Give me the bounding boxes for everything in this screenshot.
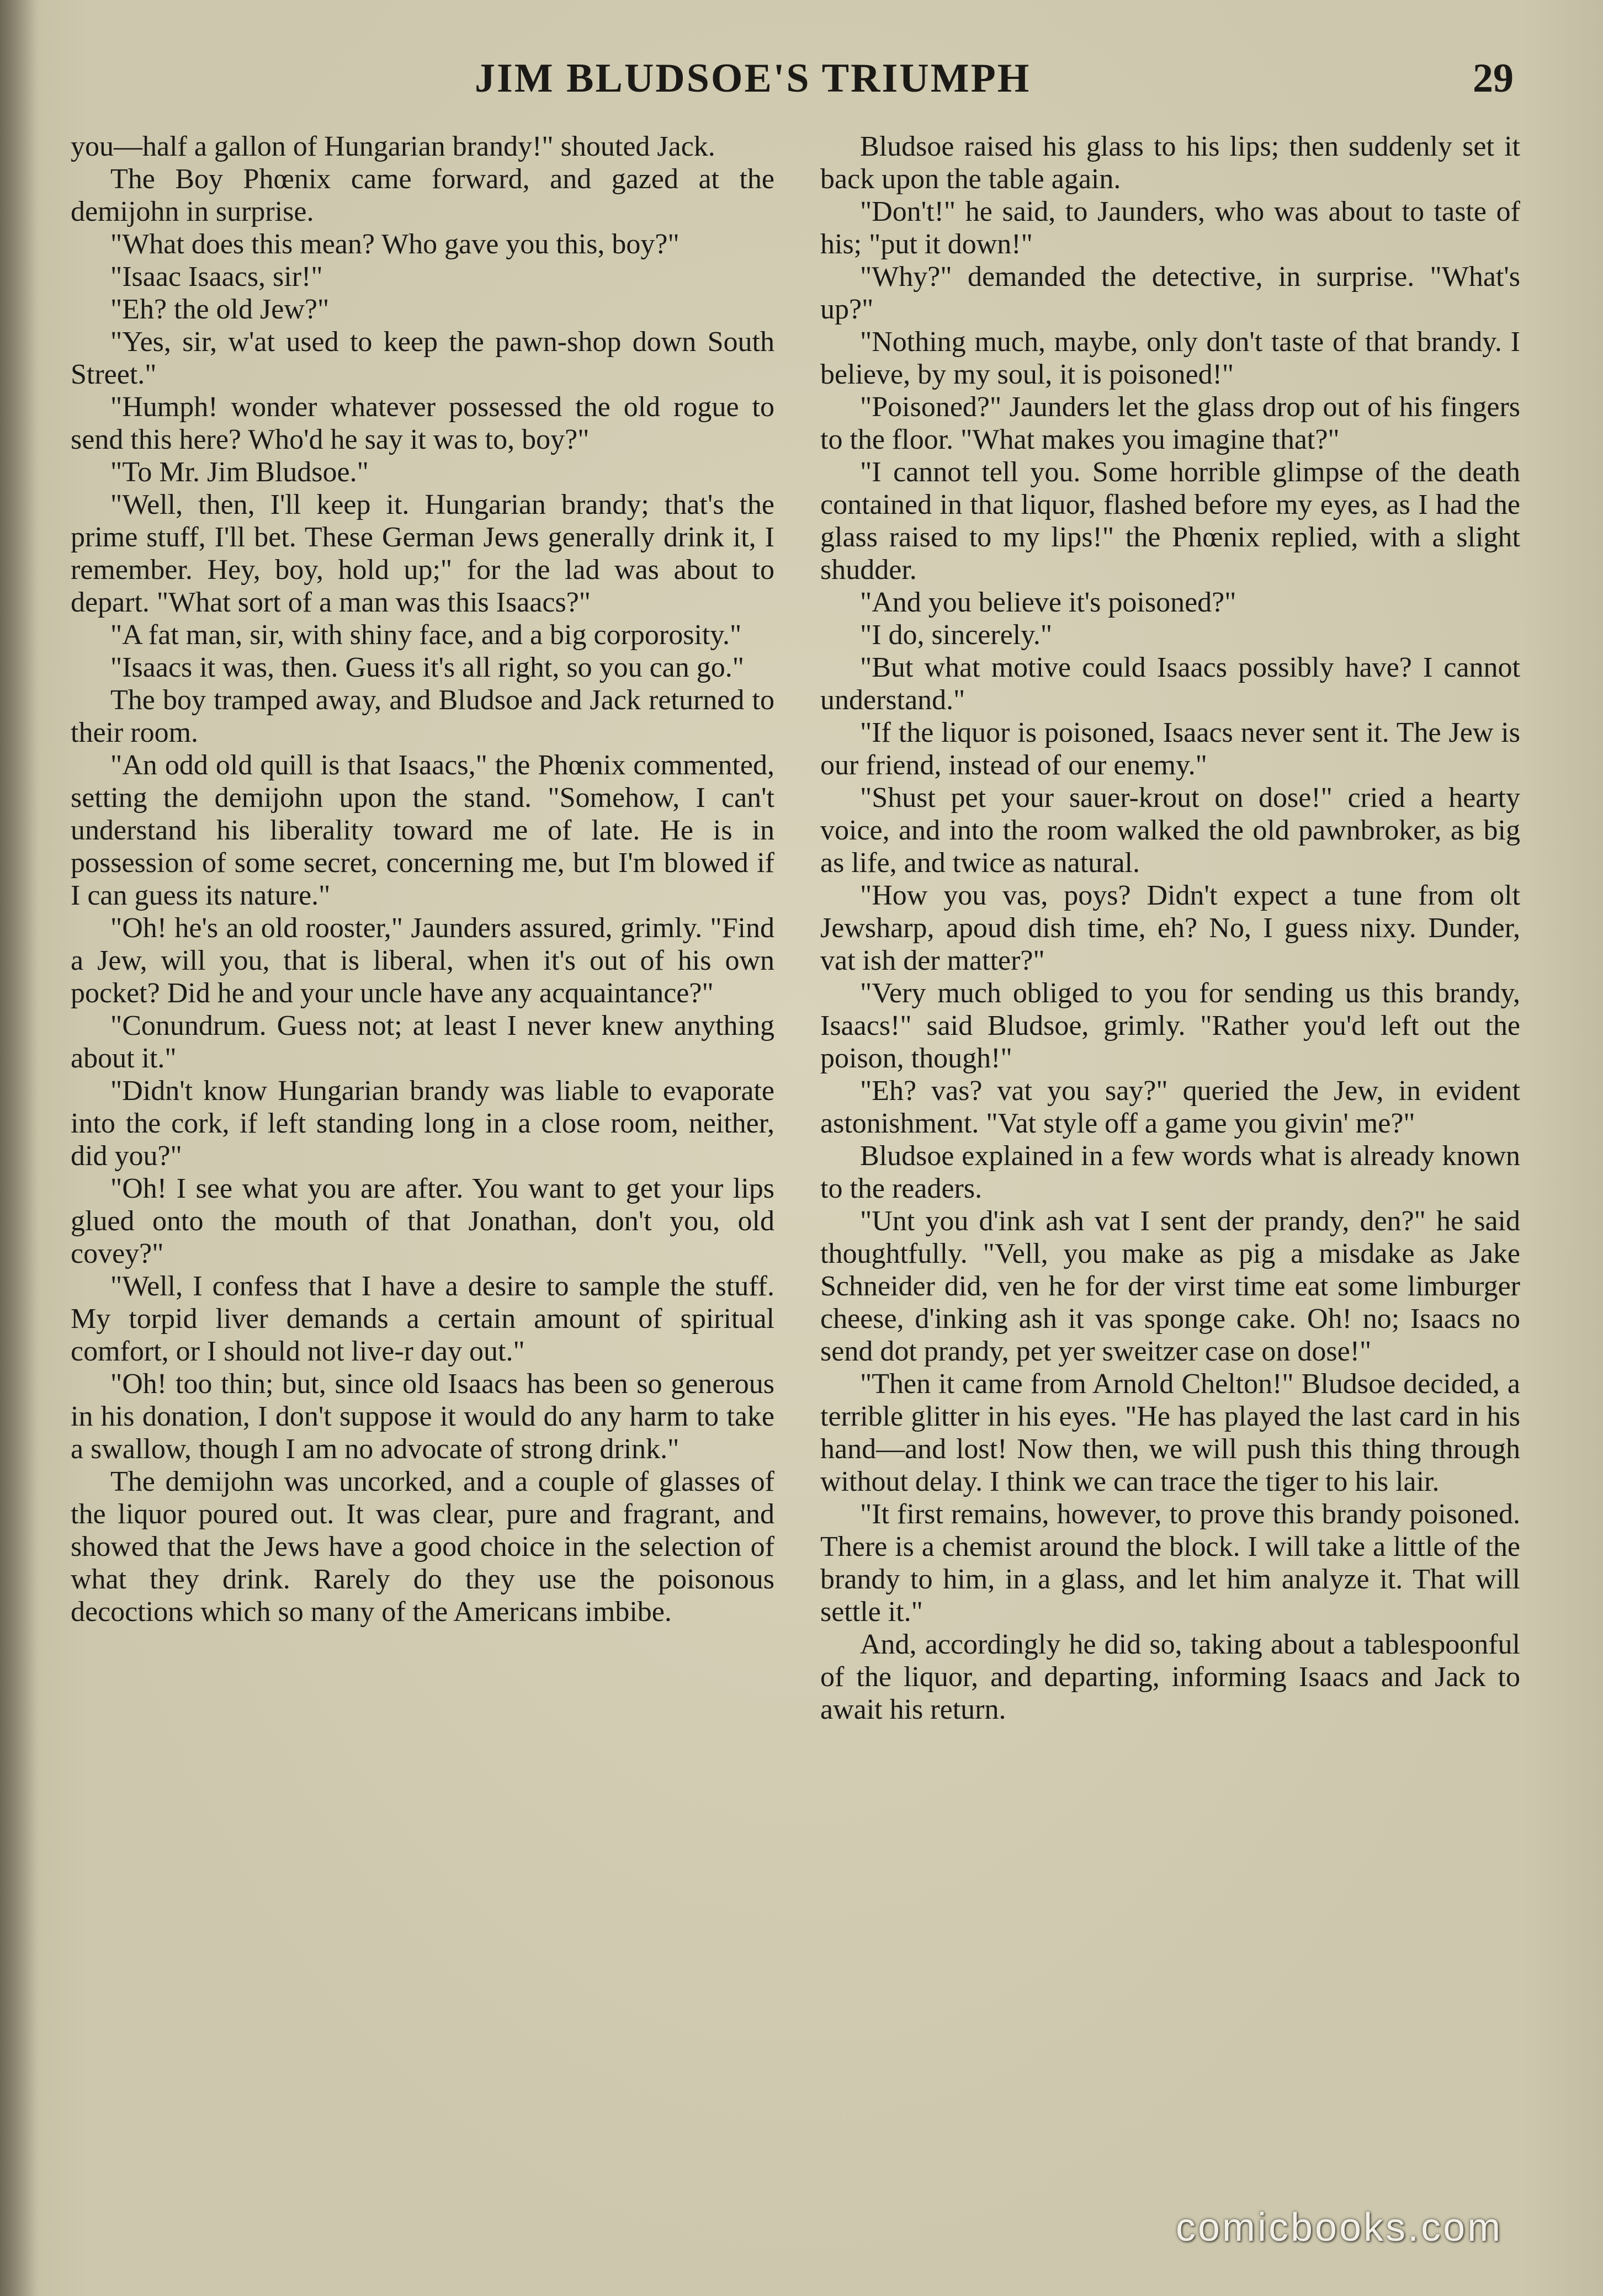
paragraph: The Boy Phœnix came forward, and gazed at the demijohn in surprise.	[71, 163, 774, 227]
text-column-left	[71, 130, 774, 2183]
paragraph: "Isaacs it was, then. Guess it's all right, so you can go."	[110, 652, 744, 683]
paragraph: The demijohn was uncorked, and a couple of glasses of the liquor poured out. It was clear, pure and fragrant, and showed that the Jews have a good choice in the selection of what they drink. Rarely do they use the poisonous decoctions which so many of the Americans imbibe.	[71, 1466, 774, 1628]
paragraph: Bludsoe raised his glass to his lips; then suddenly set it back upon the table again.	[820, 131, 1520, 195]
paragraph: "An odd old quill is that Isaacs," the Phœnix commented, setting the demijohn upon the stand. "Somehow, I can't understand his liberality toward me of late. He is in possession of some secret, concerning me, but I'm blowed if I can guess its nature."	[71, 750, 774, 911]
paragraph: "Eh? the old Jew?"	[110, 294, 330, 325]
paragraph: "Shust pet your sauer-krout on dose!" cried a hearty voice, and into the room walked the old pawnbroker, as big as life, and twice as natural.	[820, 782, 1520, 879]
paragraph: "A fat man, sir, with shiny face, and a big corporosity."	[110, 619, 742, 651]
site-watermark: comicbooks.com	[1176, 2205, 1503, 2250]
paragraph: "Then it came from Arnold Chelton!" Bludsoe decided, a terrible glitter in his eyes. "He has played the last card in his hand—and lost! Now then, we will push this thing through without delay. I think we can trace the tiger to his lair.	[820, 1368, 1520, 1497]
paragraph: you—half a gallon of Hungarian brandy!" shouted Jack.	[71, 131, 715, 162]
paragraph: "Yes, sir, w'at used to keep the pawn-shop down South Street."	[71, 326, 774, 390]
paragraph: "Isaac Isaacs, sir!"	[110, 261, 323, 293]
paragraph: "Don't!" he said, to Jaunders, who was about to taste of his; "put it down!"	[820, 196, 1520, 260]
paragraph: "Nothing much, maybe, only don't taste of that brandy. I believe, by my soul, it is poisoned!"	[820, 326, 1520, 390]
paragraph: "Oh! too thin; but, since old Isaacs has been so generous in his donation, I don't suppose it would do any harm to take a swallow, though I am no advocate of strong drink."	[71, 1368, 774, 1465]
running-title: JIM BLUDSOE'S TRIUMPH	[475, 56, 1031, 101]
paragraph: "Eh? vas? vat you say?" queried the Jew, in evident astonishment. "Vat style off a game you givin' me?"	[820, 1075, 1520, 1139]
paragraph: "It first remains, however, to prove this brandy poisoned. There is a chemist around the block. I will take a little of the brandy to him, in a glass, and let him analyze it. That will settle it."	[820, 1498, 1520, 1628]
paragraph: "Didn't know Hungarian brandy was liable to evaporate into the cork, if left standing long in a close room, neither, did you?"	[71, 1075, 774, 1172]
paragraph: "What does this mean? Who gave you this, boy?"	[110, 228, 680, 260]
paragraph: "Oh! I see what you are after. You want to get your lips glued onto the mouth of that Jonathan, don't you, old covey?"	[71, 1173, 774, 1269]
paragraph: "Unt you d'ink ash vat I sent der prandy, den?" he said thoughtfully. "Vell, you make as pig a misdake as Jake Schneider did, ven he for der virst time eat some limburger cheese, d'inking ash it vas sponge cake. Oh! no; Isaacs no send dot prandy, pet yer sweitzer case on dose!"	[820, 1205, 1520, 1367]
paragraph: "How you vas, poys? Didn't expect a tune from olt Jewsharp, apoud dish time, eh? No, I guess nixy. Dunder, vat ish der matter?"	[820, 880, 1520, 976]
paragraph: "Humph! wonder whatever possessed the old rogue to send this here? Who'd he say it was to, boy?"	[71, 391, 774, 455]
text-column-right	[820, 130, 1520, 2183]
paragraph: "And you believe it's poisoned?"	[860, 587, 1236, 618]
paragraph: And, accordingly he did so, taking about a tablespoonful of the liquor, and departing, informing Isaacs and Jack to await his return.	[820, 1629, 1520, 1725]
paragraph: "But what motive could Isaacs possibly have? I cannot understand."	[820, 652, 1520, 716]
paragraph: "Oh! he's an old rooster," Jaunders assured, grimly. "Find a Jew, will you, that is liberal, when it's out of his own pocket? Did he and your uncle have any acquaintance?"	[71, 912, 774, 1009]
paragraph: "I do, sincerely."	[860, 619, 1053, 651]
page-header	[0, 55, 1603, 116]
paragraph: "Why?" demanded the detective, in surprise. "What's up?"	[820, 261, 1520, 325]
paragraph: "Very much obliged to you for sending us this brandy, Isaacs!" said Bludsoe, grimly. "Rather you'd left out the poison, though!"	[820, 977, 1520, 1074]
paragraph: Bludsoe explained in a few words what is already known to the readers.	[820, 1140, 1520, 1204]
paragraph: The boy tramped away, and Bludsoe and Jack returned to their room.	[71, 684, 774, 748]
paragraph: "Conundrum. Guess not; at least I never knew anything about it."	[71, 1010, 774, 1074]
page-number: 29	[1473, 56, 1514, 101]
paragraph: "Poisoned?" Jaunders let the glass drop out of his fingers to the floor. "What makes you imagine that?"	[820, 391, 1520, 455]
page-edge-shadow	[0, 0, 39, 2296]
paragraph: "I cannot tell you. Some horrible glimpse of the death contained in that liquor, flashed before my eyes, as I had the glass raised to my lips!" the Phœnix replied, with a slight shudder.	[820, 456, 1520, 586]
paragraph: "Well, then, I'll keep it. Hungarian brandy; that's the prime stuff, I'll bet. These German Jews generally drink it, I remember. Hey, boy, hold up;" for the lad was about to depart. "What sort of a man was this Isaacs?"	[71, 489, 774, 618]
paragraph: "If the liquor is poisoned, Isaacs never sent it. The Jew is our friend, instead of our enemy."	[820, 717, 1520, 781]
paragraph: "Well, I confess that I have a desire to sample the stuff. My torpid liver demands a certain amount of spiritual comfort, or I should not live-r day out."	[71, 1271, 774, 1367]
paragraph: "To Mr. Jim Bludsoe."	[110, 456, 369, 488]
